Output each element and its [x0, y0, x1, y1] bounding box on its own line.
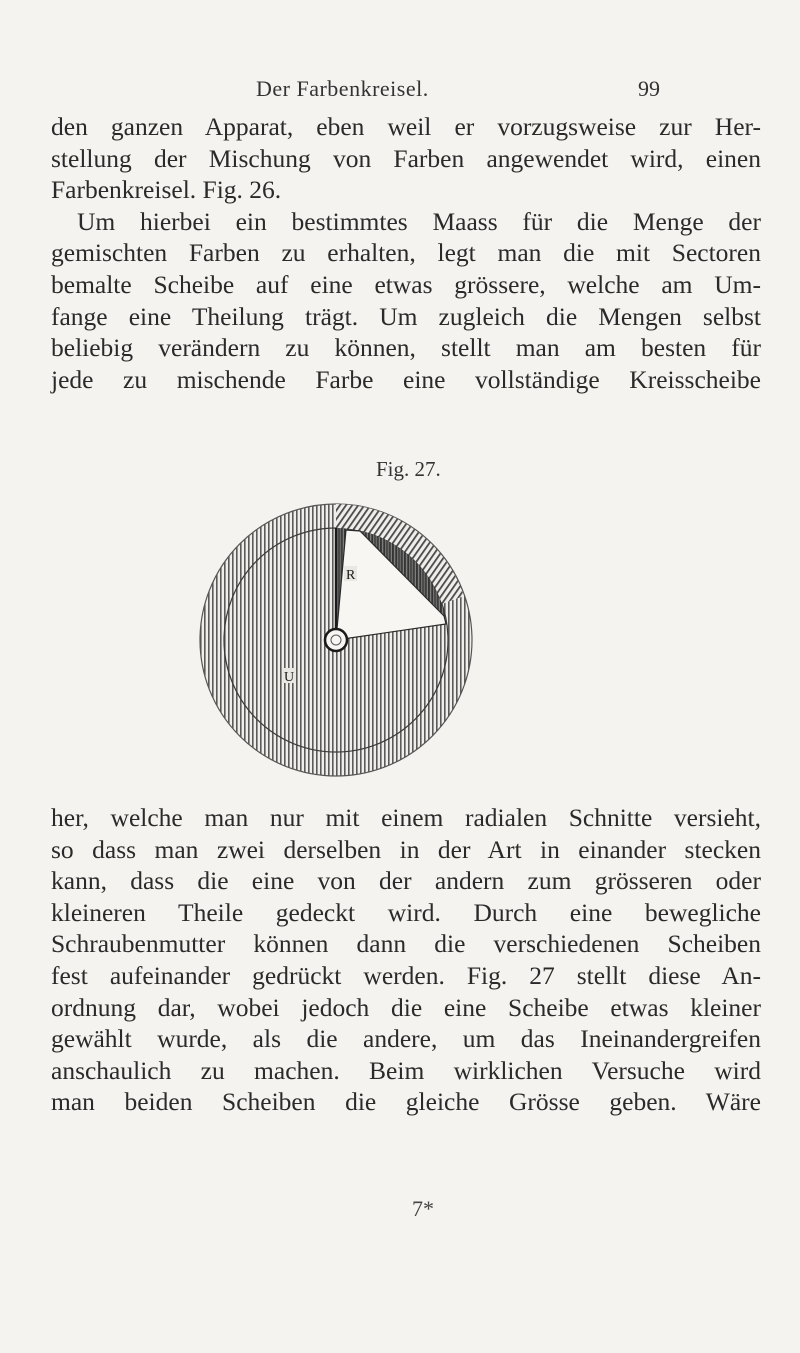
- text-line: kleineren Theile gedeckt wird. Durch eine bewegliche: [51, 897, 761, 927]
- running-title: Der Farbenkreisel.: [256, 76, 429, 101]
- text-line: anschaulich zu machen. Beim wirklichen Versuche wird: [51, 1055, 761, 1085]
- figure-caption: Fig. 27.: [376, 457, 441, 481]
- text-line: Farbenkreisel. Fig. 26.: [51, 175, 282, 205]
- color-disc-figure: [196, 500, 476, 780]
- text-line: fest aufeinander gedrückt werden. Fig. 27 stellt diese An-: [51, 960, 761, 990]
- text-line: Schraubenmutter können dann die verschiedenen Scheiben: [51, 929, 761, 959]
- text-line: fange eine Theilung trägt. Um zugleich die Mengen selbst: [51, 301, 761, 331]
- text-line: man beiden Scheiben die gleiche Grösse geben. Wäre: [51, 1087, 761, 1117]
- page-header: [0, 76, 800, 106]
- text-line: den ganzen Apparat, eben weil er vorzugsweise zur Her-: [51, 112, 761, 141]
- text-line: stellung der Mischung von Farben angewendet wird, einen: [51, 143, 761, 173]
- paragraph-top: [51, 111, 761, 395]
- text-line: so dass man zwei derselben in der Art in einander stecken: [51, 834, 761, 864]
- text-line: ordnung dar, wobei jedoch die eine Scheibe etwas kleiner: [51, 992, 761, 1022]
- paragraph-bottom: [51, 802, 761, 1118]
- text-line: gewählt wurde, als die andere, um das Ineinandergreifen: [51, 1024, 761, 1054]
- label-u: U: [284, 670, 295, 685]
- color-disc-illustration: [196, 500, 476, 780]
- text-line: kann, dass die eine von der andern zum grösseren oder: [51, 866, 761, 896]
- text-line: beliebig verändern zu können, stellt man am besten für: [51, 333, 761, 363]
- text-line: bemalte Scheibe auf eine etwas grössere, welche am Um-: [51, 269, 761, 299]
- text-line: her, welche man nur mit einem radialen Schnitte versieht,: [51, 803, 761, 832]
- signature-mark: 7*: [412, 1196, 434, 1221]
- text-line: Um hierbei ein bestimmtes Maass für die Menge der: [77, 206, 761, 236]
- text-line: gemischten Farben zu erhalten, legt man die mit Sectoren: [51, 238, 761, 268]
- page-number: 99: [638, 76, 660, 101]
- label-r: R: [346, 568, 356, 583]
- text-line: jede zu mischende Farbe eine vollständige Kreisscheibe: [51, 364, 761, 394]
